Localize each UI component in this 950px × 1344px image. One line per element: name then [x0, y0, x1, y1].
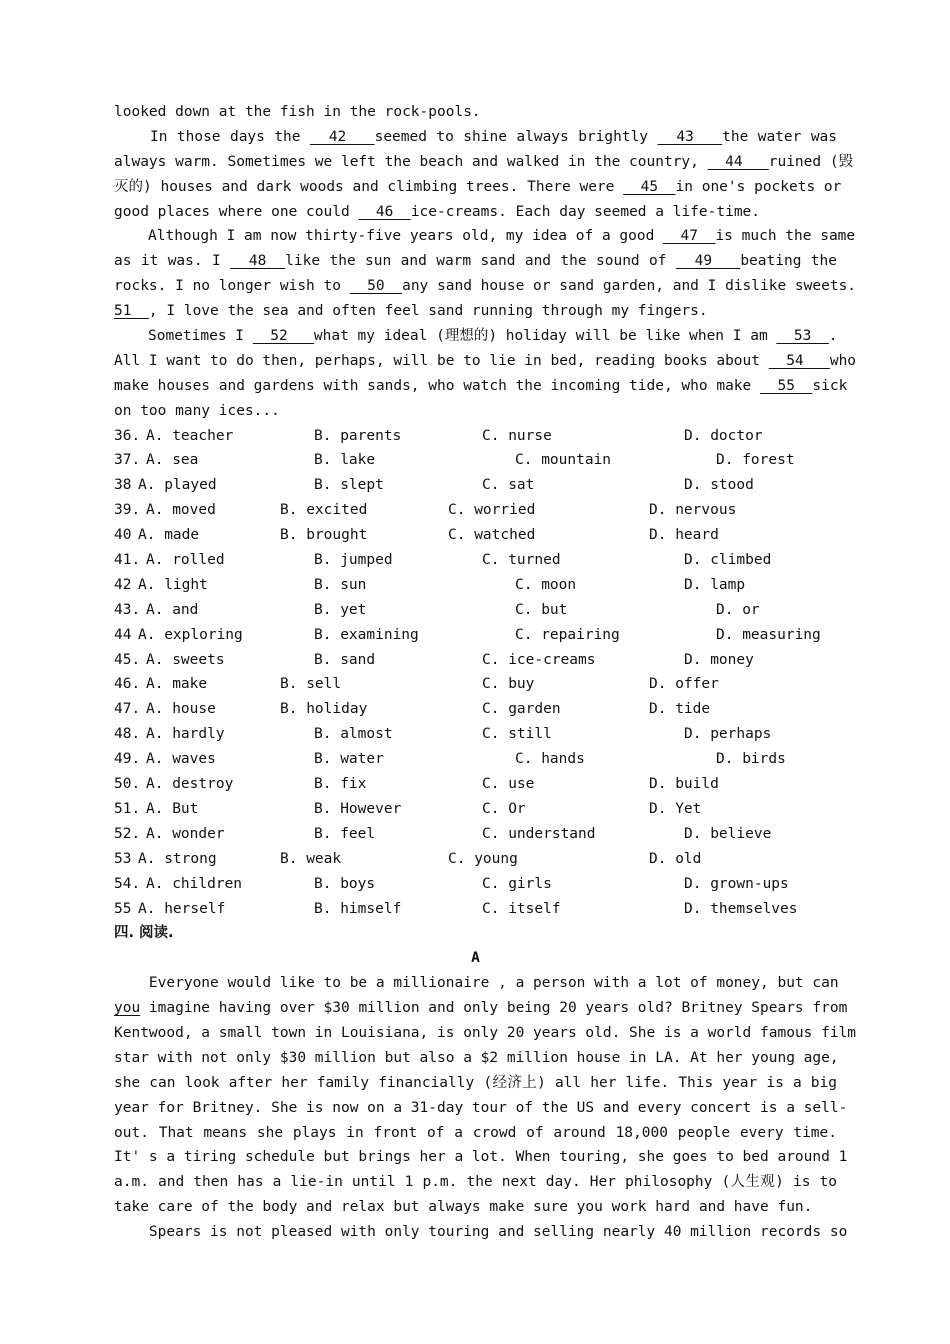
question-number: 43.	[114, 601, 141, 618]
passage-text: Sometimes I	[148, 328, 253, 345]
question-row	[114, 897, 837, 922]
reading-text: star with not only $30 million but also a $2 million house in LA. At her young age,	[114, 1049, 839, 1066]
reading-text: she can look after her family financially (经济上) all her life. This year is a big	[114, 1074, 837, 1091]
option-a[interactable]: A. teacher	[146, 427, 234, 444]
blank-number: 50	[349, 278, 403, 295]
option-b[interactable]: B. boys	[314, 875, 376, 892]
passage-text: as it was. I	[114, 253, 231, 270]
option-b[interactable]: B. parents	[314, 427, 402, 444]
passage-text: ruined (毁	[768, 153, 854, 170]
reading-text: out. That means she plays in front of a crowd of around 18,000 people every time.	[114, 1124, 837, 1141]
option-a[interactable]: A. waves	[146, 751, 216, 768]
question-row	[114, 672, 837, 697]
option-b[interactable]: B. jumped	[314, 552, 393, 569]
option-a[interactable]: A. strong	[138, 850, 217, 867]
option-d[interactable]: D. heard	[649, 527, 719, 544]
question-row	[114, 772, 837, 797]
option-b[interactable]: B. sell	[280, 676, 342, 693]
option-a[interactable]: A. destroy	[146, 776, 234, 793]
reading-text: take care of the body and relax but always make sure you work hard and have fun.	[114, 1199, 813, 1216]
passage-text: In those days the	[150, 128, 310, 145]
question-number: 37.	[114, 452, 141, 469]
passage-text: make houses and gardens with sands, who watch the incoming tide, who make	[114, 377, 761, 394]
question-number: 55	[114, 900, 132, 917]
option-a[interactable]: A. moved	[146, 502, 216, 519]
reading-line	[114, 971, 837, 996]
passage-line	[114, 150, 854, 175]
option-b[interactable]: B. brought	[280, 527, 368, 544]
option-b[interactable]: B. fix	[314, 776, 367, 793]
blank-number: 47	[663, 228, 716, 245]
blank-number: 54	[768, 352, 830, 369]
question-number: 42	[114, 576, 132, 593]
reading-line	[114, 1021, 857, 1046]
passage-text: any sand house or sand garden, and I dislike sweets.	[402, 278, 857, 295]
reading-text: Spears is not pleased with only touring and selling nearly 40 million records so	[114, 1224, 848, 1241]
blank-number: 49	[675, 253, 741, 270]
option-c[interactable]: C. buy	[482, 676, 535, 693]
option-a[interactable]: A. But	[146, 800, 199, 817]
passage-line	[114, 200, 837, 225]
reading-line	[114, 1145, 848, 1170]
option-c[interactable]: C. Or	[482, 800, 526, 817]
option-a[interactable]: A. hardly	[146, 726, 225, 743]
option-d[interactable]: D. doctor	[684, 427, 763, 444]
passage-line	[114, 100, 837, 125]
passage-text: like the sun and warm sand and the sound of	[285, 253, 676, 270]
blank-number: 44	[707, 153, 769, 170]
question-number: 41.	[114, 552, 141, 569]
passage-text: always warm. Sometimes we left the beach and walked in the country,	[114, 153, 708, 170]
passage-text: who	[829, 352, 857, 369]
option-b[interactable]: B. sun	[314, 576, 367, 593]
question-number: 39.	[114, 502, 141, 519]
option-c[interactable]: C. moon	[515, 576, 577, 593]
blank-number: 48	[230, 253, 286, 270]
option-c[interactable]: C. turned	[482, 552, 561, 569]
question-row	[114, 473, 837, 498]
option-b[interactable]: B. However	[314, 800, 402, 817]
option-d[interactable]: D. lamp	[684, 576, 746, 593]
passage-line	[114, 274, 857, 299]
cloze-passage	[114, 100, 857, 424]
passage-text: ice-creams. Each day seemed a life-time.	[410, 203, 761, 220]
option-c[interactable]: C. itself	[482, 900, 561, 917]
passage-text: All I want to do then, perhaps, will be to lie in bed, reading books about	[114, 352, 769, 369]
option-c[interactable]: C. sat	[482, 477, 535, 494]
option-d[interactable]: D. forest	[716, 452, 795, 469]
option-a[interactable]: A. wonder	[146, 825, 225, 842]
option-d[interactable]: D. stood	[684, 477, 754, 494]
exam-page	[114, 100, 857, 1245]
reading-text: Everyone would like to be a millionaire , a person with a lot of money, but can	[114, 975, 839, 992]
passage-line	[114, 125, 837, 150]
passage-text: Although I am now thirty-five years old, my idea of a good	[148, 228, 664, 245]
passage-line	[114, 299, 837, 324]
blank-number: 53	[776, 328, 829, 345]
question-number: 46.	[114, 676, 141, 693]
option-b[interactable]: B. holiday	[280, 701, 368, 718]
question-number: 49.	[114, 751, 141, 768]
passage-line	[114, 175, 842, 200]
question-row	[114, 598, 837, 623]
question-row	[114, 847, 837, 872]
option-b[interactable]: B. lake	[314, 452, 376, 469]
option-c[interactable]: C. nurse	[482, 427, 552, 444]
passage-text: rocks. I no longer wish to	[114, 278, 350, 295]
option-c[interactable]: C. use	[482, 776, 535, 793]
passage-text: is much the same	[715, 228, 856, 245]
reading-line	[114, 1195, 837, 1220]
question-number: 45.	[114, 651, 141, 668]
question-list	[114, 424, 837, 922]
option-c[interactable]: C. worried	[448, 502, 536, 519]
option-a[interactable]: A. light	[138, 576, 208, 593]
reading-line	[114, 1046, 837, 1071]
option-b[interactable]: B. examining	[314, 626, 419, 643]
passage-text: seemed to shine always brightly	[374, 128, 658, 145]
reading-line	[114, 1096, 848, 1121]
option-c[interactable]: C. repairing	[515, 626, 620, 643]
blank-number: 51	[114, 303, 149, 320]
option-b[interactable]: B. water	[314, 751, 384, 768]
option-d[interactable]: D. climbed	[684, 552, 772, 569]
reading-line	[114, 1220, 848, 1245]
option-b[interactable]: B. himself	[314, 900, 402, 917]
question-row	[114, 498, 837, 523]
passage-line	[114, 324, 837, 349]
option-a[interactable]: A. exploring	[138, 626, 243, 643]
option-d[interactable]: D. believe	[684, 825, 772, 842]
option-c[interactable]: C. hands	[515, 751, 585, 768]
option-d[interactable]: D. grown-ups	[684, 875, 789, 892]
passage-text: 灭的) houses and dark woods and climbing trees. There were	[114, 178, 624, 195]
question-number: 40	[114, 527, 132, 544]
reading-passage	[114, 971, 857, 1245]
option-c[interactable]: C. young	[448, 850, 518, 867]
reading-text: imagine having over $30 million and only being 20 years old? Britney Spears from	[140, 1000, 848, 1017]
question-row	[114, 872, 837, 897]
option-c[interactable]: C. girls	[482, 875, 552, 892]
option-a[interactable]: A. herself	[138, 900, 226, 917]
option-d[interactable]: D. themselves	[684, 900, 798, 917]
question-number: 38	[114, 477, 132, 494]
blank-number: 52	[252, 328, 314, 345]
blank-number: 45	[623, 178, 676, 195]
option-d[interactable]: D. Yet	[649, 800, 702, 817]
passage-text: what my ideal (理想的) holiday will be like when I am	[313, 328, 777, 345]
passage-label: A	[471, 950, 480, 967]
option-b[interactable]: B. almost	[314, 726, 393, 743]
passage-text: looked down at the fish in the rock-pools.	[114, 104, 481, 120]
option-d[interactable]: D. or	[716, 601, 760, 618]
question-row	[114, 797, 837, 822]
question-number: 52.	[114, 825, 141, 842]
option-d[interactable]: D. money	[684, 651, 754, 668]
blank-number: 55	[760, 377, 813, 394]
question-number: 54.	[114, 875, 141, 892]
passage-text: beating the	[740, 253, 838, 270]
question-row	[114, 424, 837, 449]
reading-text: you	[114, 1000, 141, 1017]
blank-number: 46	[358, 203, 411, 220]
passage-line	[114, 224, 856, 249]
passage-line	[114, 399, 837, 424]
reading-text: a.m. and then has a lie-in until 1 p.m. the next day. Her philosophy (人生观) is to	[114, 1174, 837, 1191]
question-number: 51.	[114, 800, 141, 817]
option-a[interactable]: A. and	[146, 601, 199, 618]
passage-line	[114, 249, 837, 274]
option-b[interactable]: B. excited	[280, 502, 368, 519]
option-a[interactable]: A. house	[146, 701, 216, 718]
passage-text: good places where one could	[114, 203, 359, 220]
reading-text: It' s a tiring schedule but brings her a lot. When touring, she goes to bed around 1	[114, 1149, 848, 1166]
question-number: 53	[114, 850, 132, 867]
reading-line	[114, 996, 848, 1021]
question-number: 36.	[114, 427, 141, 444]
question-row	[114, 448, 837, 473]
passage-text: on too many ices...	[114, 402, 280, 419]
passage-text: sick	[812, 377, 848, 394]
passage-line	[114, 349, 857, 374]
option-c[interactable]: C. garden	[482, 701, 561, 718]
reading-line	[114, 1170, 837, 1195]
option-d[interactable]: D. tide	[649, 701, 711, 718]
option-d[interactable]: D. perhaps	[684, 726, 772, 743]
question-row	[114, 648, 837, 673]
option-b[interactable]: B. slept	[314, 477, 384, 494]
option-b[interactable]: B. yet	[314, 601, 367, 618]
blank-number: 43	[657, 128, 723, 145]
option-c[interactable]: C. mountain	[515, 452, 612, 469]
option-a[interactable]: A. made	[138, 527, 200, 544]
option-c[interactable]: C. ice-creams	[482, 651, 596, 668]
option-c[interactable]: C. understand	[482, 825, 596, 842]
option-a[interactable]: A. rolled	[146, 552, 225, 569]
question-row	[114, 747, 837, 772]
reading-text: year for Britney. She is now on a 31-day tour of the US and every concert is a sell-	[114, 1099, 848, 1116]
question-row	[114, 822, 837, 847]
reading-text: Kentwood, a small town in Louisiana, is only 20 years old. She is a world famous film	[114, 1024, 857, 1041]
question-row	[114, 722, 837, 747]
reading-line	[114, 1121, 837, 1146]
section-heading: 四. 阅读.	[114, 925, 174, 942]
option-c[interactable]: C. still	[482, 726, 552, 743]
option-d[interactable]: D. old	[649, 850, 702, 867]
option-b[interactable]: B. sand	[314, 651, 376, 668]
question-row	[114, 523, 837, 548]
passage-text: in one's pockets or	[675, 178, 842, 195]
question-row	[114, 697, 837, 722]
option-a[interactable]: A. make	[146, 676, 208, 693]
question-number: 48.	[114, 726, 141, 743]
reading-line	[114, 1071, 837, 1096]
option-d[interactable]: D. offer	[649, 676, 719, 693]
passage-text: .	[828, 328, 838, 345]
question-row	[114, 573, 837, 598]
option-c[interactable]: C. but	[515, 601, 568, 618]
option-a[interactable]: A. children	[146, 875, 243, 892]
option-b[interactable]: B. weak	[280, 850, 342, 867]
question-row	[114, 548, 837, 573]
option-d[interactable]: D. nervous	[649, 502, 737, 519]
option-a[interactable]: A. sweets	[146, 651, 225, 668]
question-number: 44	[114, 626, 132, 643]
option-d[interactable]: D. build	[649, 776, 719, 793]
question-number: 50.	[114, 776, 141, 793]
option-d[interactable]: D. birds	[716, 751, 786, 768]
option-a[interactable]: A. played	[138, 477, 217, 494]
question-row	[114, 623, 837, 648]
question-number: 47.	[114, 701, 141, 718]
passage-line	[114, 374, 848, 399]
blank-number: 42	[309, 128, 375, 145]
option-c[interactable]: C. watched	[448, 527, 536, 544]
passage-text: , I love the sea and often feel sand running through my fingers.	[148, 303, 708, 320]
option-b[interactable]: B. feel	[314, 825, 376, 842]
option-d[interactable]: D. measuring	[716, 626, 821, 643]
passage-text: the water was	[722, 128, 838, 145]
option-a[interactable]: A. sea	[146, 452, 199, 469]
